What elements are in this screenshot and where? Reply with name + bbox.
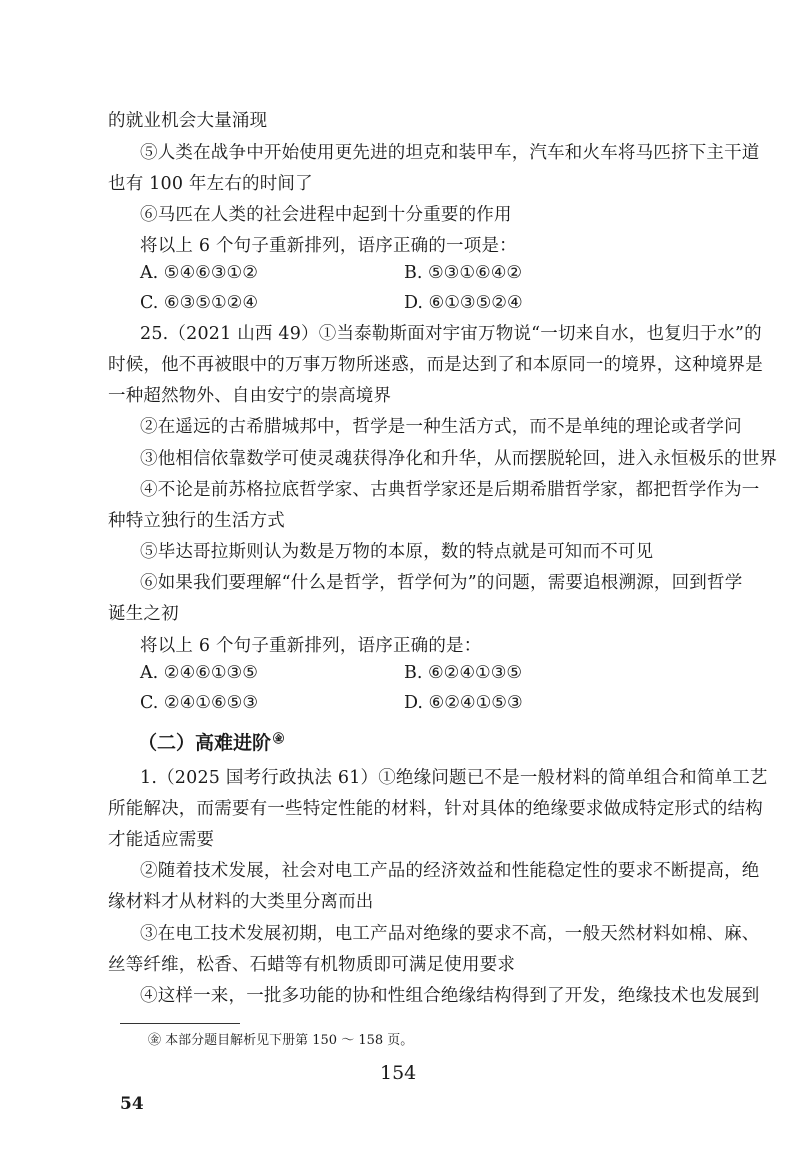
text-line: ④不论是前苏格拉底哲学家、古典哲学家还是后期希腊哲学家，都把哲学作为一 bbox=[140, 480, 760, 500]
text-line: ③在电工技术发展初期，电工产品对绝缘的要求不高，一般天然材料如棉、麻、 bbox=[140, 924, 760, 944]
text-line: ④这样一来，一批多功能的协和性组合绝缘结构得到了开发，绝缘技术也发展到 bbox=[140, 986, 760, 1006]
question-prompt: 将以上 6 个句子重新排列，语序正确的是： bbox=[140, 636, 482, 656]
text-line: 丝等纤维，松香、石蜡等有机物质即可满足使用要求 bbox=[108, 955, 516, 975]
option-b: B. ⑤③①⑥④② bbox=[404, 263, 523, 283]
text-line: ②随着技术发展，社会对电工产品的经济效益和性能稳定性的要求不断提高，绝 bbox=[140, 861, 760, 881]
text-line: ⑤毕达哥拉斯则认为数是万物的本原，数的特点就是可知而不可见 bbox=[140, 542, 654, 562]
footnote-rule bbox=[120, 1023, 240, 1024]
question-stem: 25.（2021 山西 49）①当泰勒斯面对宇宙万物说“一切来自水，也复归于水”的 bbox=[140, 324, 762, 344]
text-line: 一种超然物外、自由安宁的崇高境界 bbox=[108, 386, 392, 406]
footnote: ㊎ 本部分题目解析见下册第 150 ～ 158 页。 bbox=[148, 1033, 414, 1048]
text-line: 的就业机会大量涌现 bbox=[108, 111, 268, 131]
option-d: D. ⑥②④①⑤③ bbox=[404, 693, 523, 713]
question-stem: 1.（2025 国考行政执法 61）①绝缘问题已不是一般材料的简单组合和简单工艺 bbox=[140, 768, 768, 788]
text-line: 种特立独行的生活方式 bbox=[108, 511, 285, 531]
text-line: 所能解决，而需要有一些特定性能的材料，针对具体的绝缘要求做成特定形式的结构 bbox=[108, 799, 763, 819]
option-c: C. ②④①⑥⑤③ bbox=[140, 693, 259, 713]
option-b: B. ⑥②④①③⑤ bbox=[404, 663, 523, 683]
section-heading: （二）高难进阶 ㊎ bbox=[138, 731, 285, 754]
text-line: ⑤人类在战争中开始使用更先进的坦克和装甲车，汽车和火车将马匹挤下主干道 bbox=[140, 143, 760, 163]
text-line: ⑥马匹在人类的社会进程中起到十分重要的作用 bbox=[140, 205, 512, 225]
text-line: ②在遥远的古希腊城邦中，哲学是一种生活方式，而不是单纯的理论或者学问 bbox=[140, 417, 742, 437]
option-a: A. ②④⑥①③⑤ bbox=[140, 663, 258, 683]
question-prompt: 将以上 6 个句子重新排列，语序正确的一项是： bbox=[140, 236, 517, 256]
page-number: 154 bbox=[380, 1062, 417, 1084]
option-d: D. ⑥①③⑤②④ bbox=[404, 293, 523, 313]
text-line: 诞生之初 bbox=[108, 604, 179, 624]
text-line: ③他相信依靠数学可使灵魂获得净化和升华，从而摆脱轮回，进入永恒极乐的世界 bbox=[140, 449, 778, 469]
text-line: 时候，他不再被眼中的万事万物所迷惑，而是达到了和本原同一的境界，这种境界是 bbox=[108, 355, 763, 375]
text-line: 才能适应需要 bbox=[108, 830, 215, 850]
text-line: ⑥如果我们要理解“什么是哲学，哲学何为”的问题，需要追根溯源，回到哲学 bbox=[140, 573, 743, 593]
text-line: 缘材料才从材料的大类里分离而出 bbox=[108, 892, 374, 912]
edge-page-number: 54 bbox=[120, 1094, 144, 1114]
option-c: C. ⑥③⑤①②④ bbox=[140, 293, 259, 313]
difficulty-mark-icon: ㊎ bbox=[273, 731, 285, 745]
option-a: A. ⑤④⑥③①② bbox=[140, 263, 258, 283]
text-line: 也有 100 年左右的时间了 bbox=[108, 174, 313, 194]
